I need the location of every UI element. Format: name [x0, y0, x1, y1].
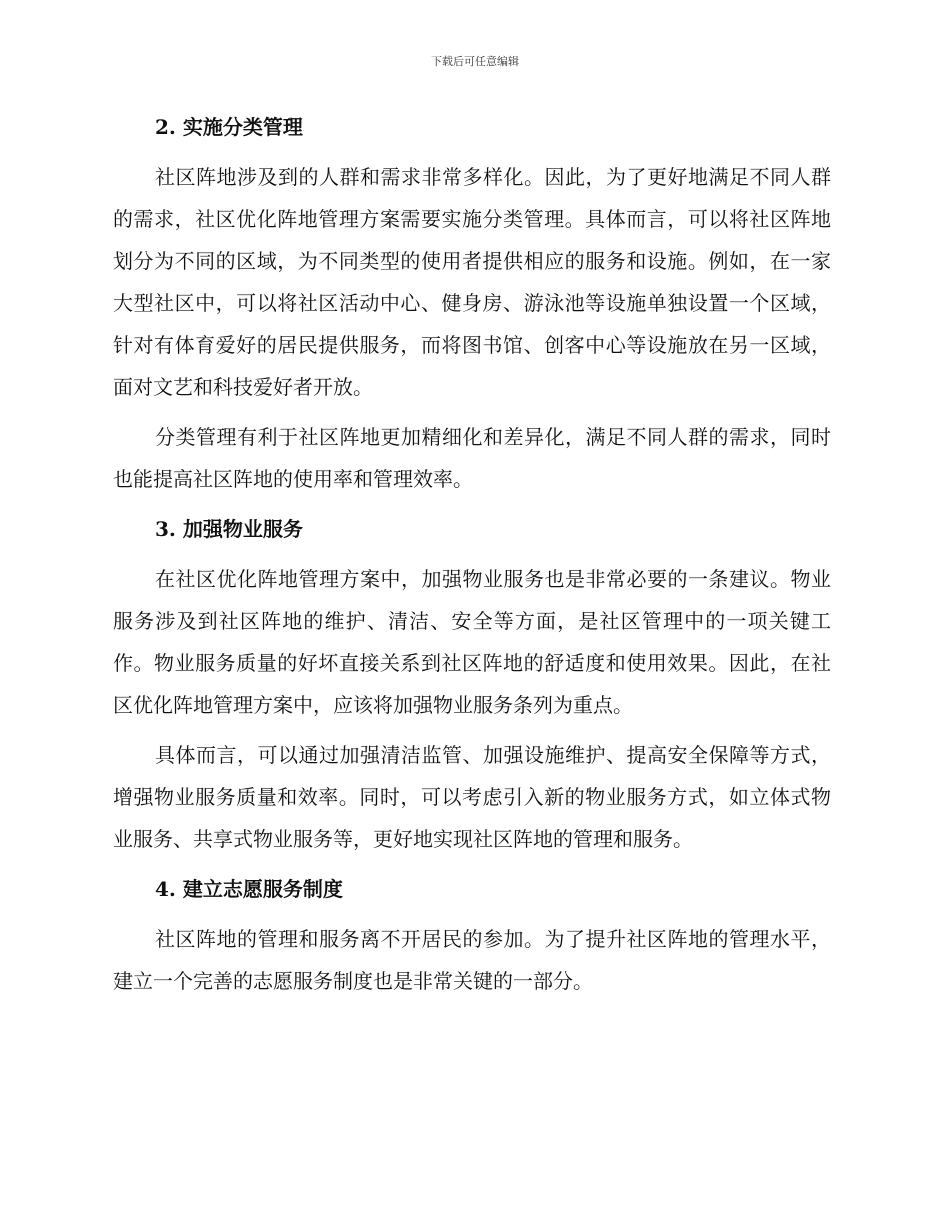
paragraph: 社区阵地涉及到的人群和需求非常多样化。因此，为了更好地满足不同人群的需求，社区优化阵地管理方案需要实施分类管理。具体而言，可以将社区阵地划分为不同的区域，为不同类型的使用者提供相应的服务和设施。例如，在一家大型社区中，可以将社区活动中心、健身房、游泳池等设施单独设置一个区域，针对有体育爱好的居民提供服务，而将图书馆、创客中心等设施放在另一区域，面对文艺和科技爱好者开放。 — [113, 165, 831, 399]
document-body — [113, 106, 831, 1002]
section-heading-2: 2. 实施分类管理 — [155, 115, 303, 139]
page-header-note: 下载后可任意编辑 — [431, 55, 519, 68]
paragraph: 分类管理有利于社区阵地更加精细化和差异化，满足不同人群的需求，同时也能提高社区阵地的使用率和管理效率。 — [113, 425, 831, 491]
section-heading-3: 3. 加强物业服务 — [155, 517, 303, 541]
section-heading-4: 4. 建立志愿服务制度 — [155, 877, 343, 901]
paragraph: 具体而言，可以通过加强清洁监管、加强设施维护、提高安全保障等方式，增强物业服务质量和效率。同时，可以考虑引入新的物业服务方式，如立体式物业服务、共享式物业服务等，更好地实现社区阵地的管理和服务。 — [113, 743, 831, 851]
paragraph: 社区阵地的管理和服务离不开居民的参加。为了提升社区阵地的管理水平，建立一个完善的志愿服务制度也是非常关键的一部分。 — [113, 927, 831, 993]
paragraph: 在社区优化阵地管理方案中，加强物业服务也是非常必要的一条建议。物业服务涉及到社区阵地的维护、清洁、安全等方面，是社区管理中的一项关键工作。物业服务质量的好坏直接关系到社区阵地的舒适度和使用效果。因此，在社区优化阵地管理方案中，应该将加强物业服务条列为重点。 — [113, 567, 831, 717]
